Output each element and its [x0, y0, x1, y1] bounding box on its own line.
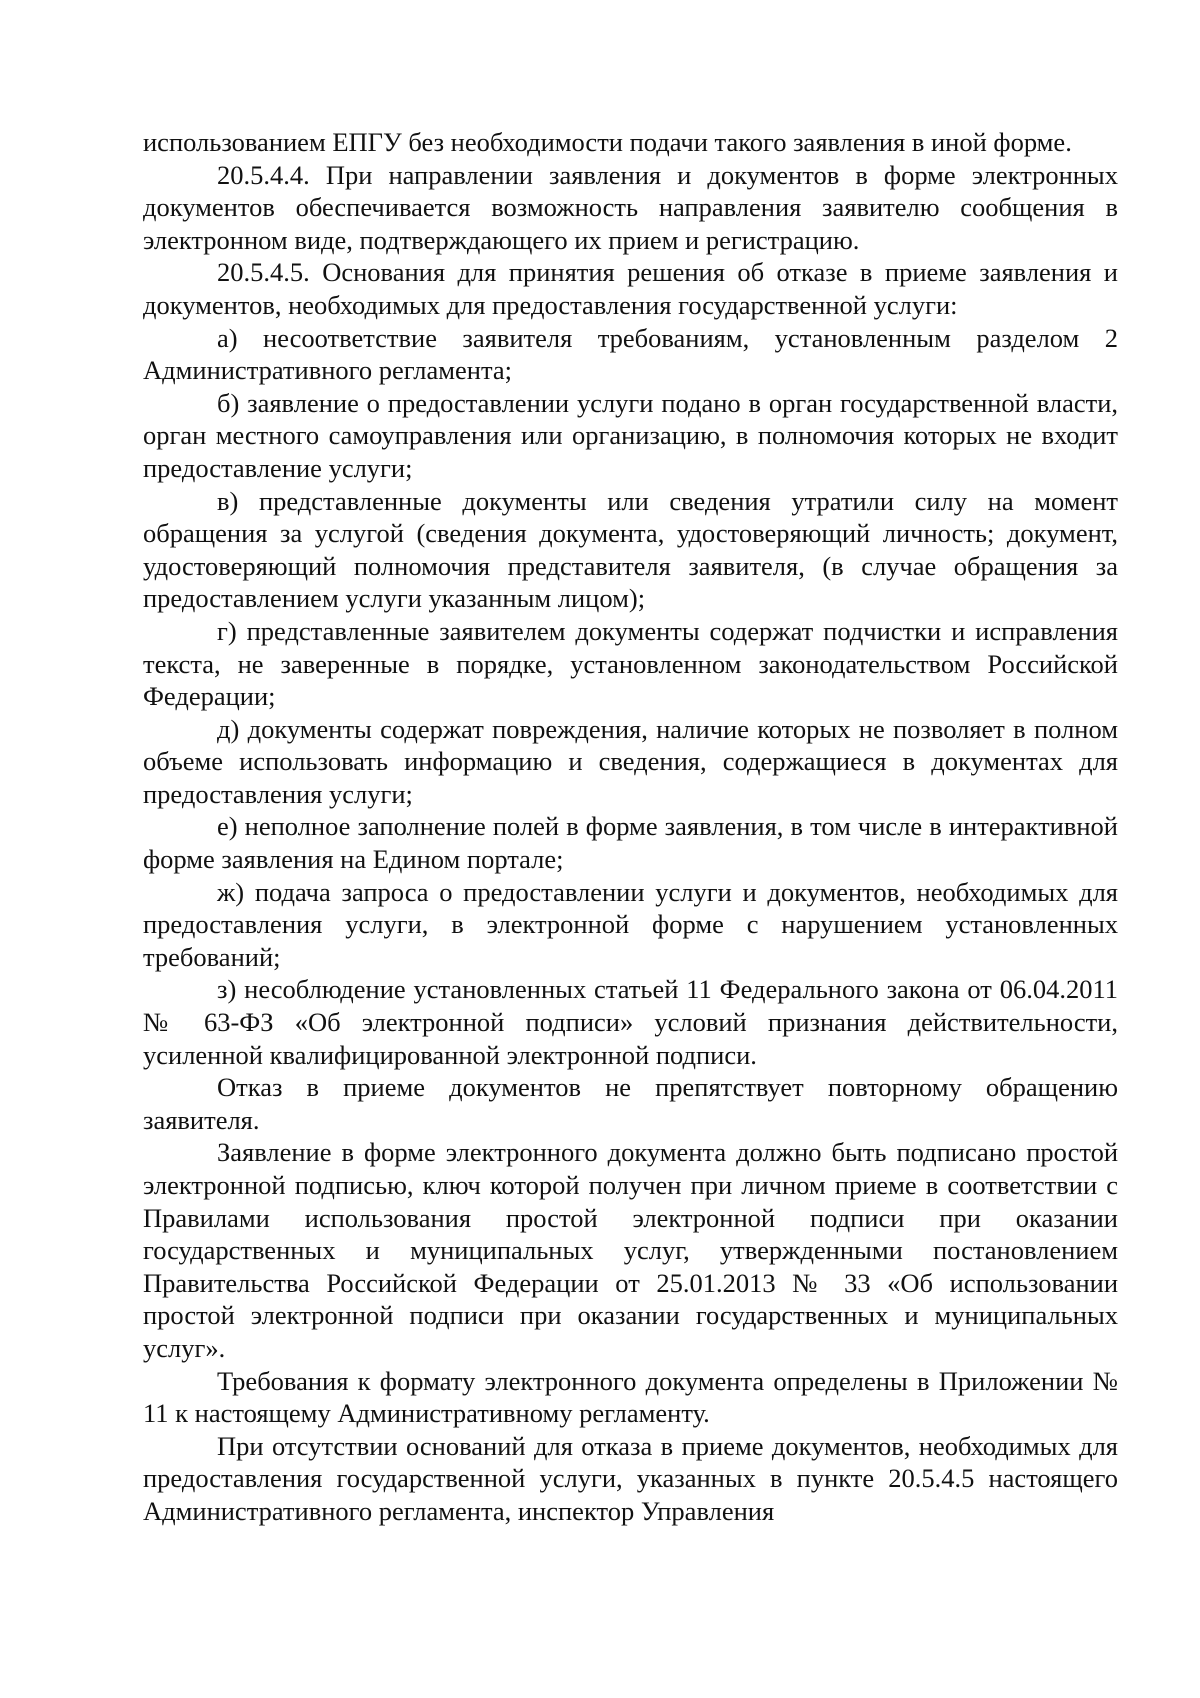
paragraph-continuation: использованием ЕПГУ без необходимости подачи такого заявления в иной форме. — [143, 127, 1072, 157]
list-item-zh: ж) подача запроса о предоставлении услуги и документов, необходимых для предоставления услуги, в электронной форме с нарушением установленных требований; — [143, 876, 1118, 972]
paragraph-refusal-note: Отказ в приеме документов не препятствует повторному обращению заявителя. — [143, 1072, 1118, 1135]
paragraph-format-requirements: Требования к формату электронного документа определены в Приложении № 11 к настоящему Административному регламенту. — [143, 1365, 1118, 1429]
list-item-d: д) документы содержат повреждения, наличие которых не позволяет в полном объеме использовать информацию и сведения, содержащиеся в документах для предоставления услуги; — [143, 713, 1118, 809]
list-item-b: б) заявление о предоставлении услуги подано в орган государственной власти, орган местного самоуправления или организацию, в полномочия которых не входит предоставление услуги; — [143, 387, 1118, 483]
paragraph-20-5-4-5: 20.5.4.5. Основания для принятия решения об отказе в приеме заявления и документов, необходимых для предоставления государственной услуги: — [143, 257, 1118, 320]
list-item-g: г) представленные заявителем документы содержат подчистки и исправления текста, не заверенные в порядке, установленном законодательством Российской Федерации; — [143, 615, 1118, 712]
list-item-e: е) неполное заполнение полей в форме заявления, в том числе в интерактивной форме заявления на Едином портале; — [143, 811, 1118, 875]
paragraph-electronic-signature: Заявление в форме электронного документа должно быть подписано простой электронной подписью, ключ которой получен при личном приеме в соответствии с Правилами использования простой электронной подписи при оказании государственных и муниципальных услуг, утвержденными постановлением Правительства Российской Федерации от 25.01.2013 № 33 «Об использовании простой электронной подписи при оказании государственных и муниципальных услуг». — [143, 1137, 1118, 1363]
list-item-z: з) несоблюдение установленных статьей 11 Федерального закона от 06.04.2011 № 63-ФЗ «Об электронной подписи» условий признания действительности, усиленной квалифицированной электронной подписи. — [143, 974, 1118, 1070]
paragraph-20-5-4-4: 20.5.4.4. При направлении заявления и документов в форме электронных документов обеспечивается возможность направления заявителю сообщения в электронном виде, подтверждающего их прием и регистрацию. — [143, 159, 1118, 255]
document-page — [143, 126, 1118, 1528]
list-item-v: в) представленные документы или сведения утратили силу на момент обращения за услугой (сведения документа, удостоверяющий личность; документ, удостоверяющий полномочия представителя заявителя, (в случае обращения за предоставлением услуги указанным лицом); — [143, 485, 1118, 614]
paragraph-no-grounds: При отсутствии оснований для отказа в приеме документов, необходимых для предоставления государственной услуги, указанных в пункте 20.5.4.5 настоящего Административного регламента, инспектор Управления — [143, 1430, 1118, 1526]
list-item-a: а) несоответствие заявителя требованиям, установленным разделом 2 Административного регламента; — [143, 322, 1118, 386]
